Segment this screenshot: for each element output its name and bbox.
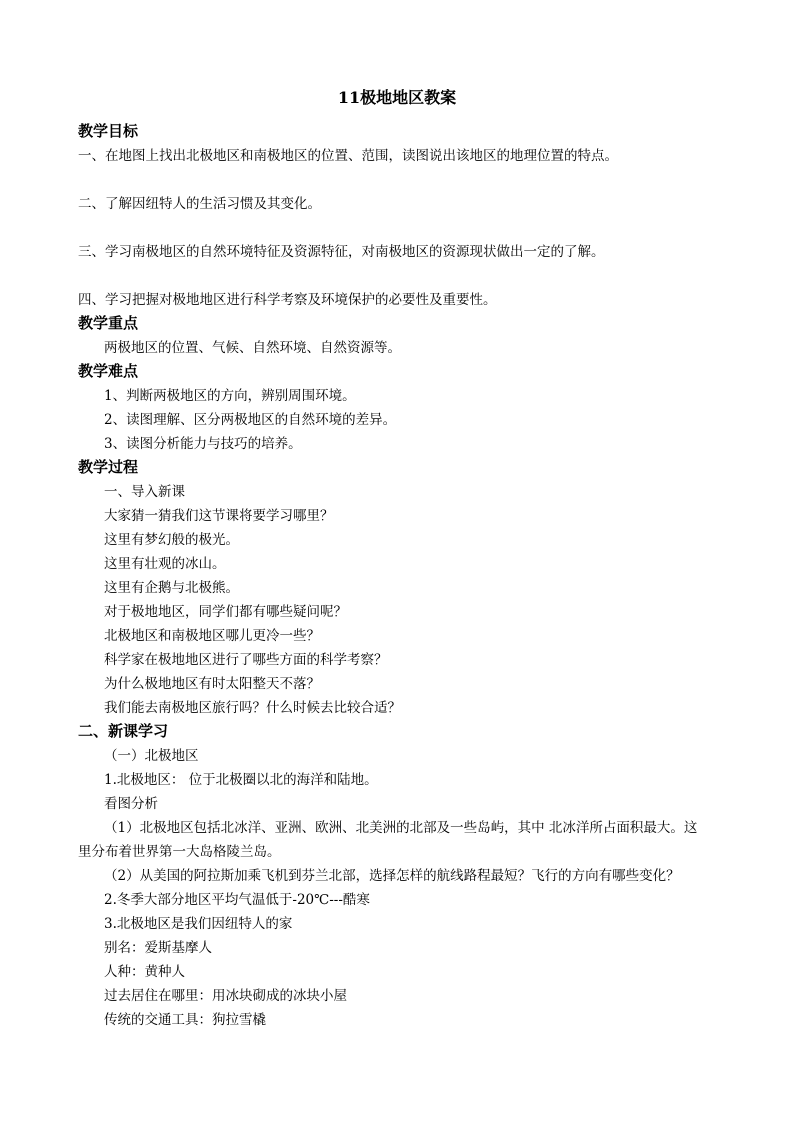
process-heading: 教学过程	[78, 458, 139, 476]
intro-item-4: 这里有企鹅与北极熊。	[104, 580, 239, 596]
intro-item-8: 为什么极地地区有时太阳整天不落？	[104, 676, 320, 692]
arctic-definition: 1.北极地区： 位于北极圈以北的海洋和陆地。	[104, 772, 378, 788]
inuit-race: 人种：黄种人	[104, 964, 185, 980]
intro-item-5: 对于极地地区，同学们都有哪些疑问呢？	[104, 604, 347, 620]
goal-item-1: 一、在地图上找出北极地区和南极地区的位置、范围，读图说出该地区的地理位置的特点。	[78, 148, 618, 164]
difficulty-item-2: 2、读图理解、区分两极地区的自然环境的差异。	[104, 412, 397, 428]
intro-item-2: 这里有梦幻般的极光。	[104, 532, 239, 548]
key-points-heading: 教学重点	[78, 314, 139, 332]
goals-heading: 教学目标	[78, 122, 139, 140]
inuit-home: 3.北极地区是我们因纽特人的家	[104, 916, 293, 932]
intro-label: 一、导入新课	[104, 484, 185, 500]
difficulties-heading: 教学难点	[78, 362, 139, 380]
goal-item-2: 二、了解因纽特人的生活习惯及其变化。	[78, 196, 321, 212]
inuit-transport: 传统的交通工具：狗拉雪橇	[104, 1012, 266, 1028]
winter-temperature: 2.冬季大部分地区平均气温低于-20℃---酷寒	[104, 892, 370, 908]
document-title: 11极地地区教案	[337, 88, 457, 107]
goal-item-4: 四、学习把握对极地地区进行科学考察及环境保护的必要性及重要性。	[78, 292, 497, 308]
difficulty-item-3: 3、读图分析能力与技巧的培养。	[104, 436, 302, 452]
intro-item-7: 科学家在极地地区进行了哪些方面的科学考察？	[104, 652, 388, 668]
new-lesson-heading: 二、新课学习	[78, 722, 169, 740]
analysis-point-1a: （1）北极地区包括北冰洋、亚洲、欧洲、北美洲的北部及一些岛屿，其中 北冰洋所占面积最大。这	[104, 820, 698, 836]
intro-item-6: 北极地区和南极地区哪儿更冷一些？	[104, 628, 320, 644]
arctic-subheading: （一）北极地区	[104, 748, 199, 764]
intro-item-9: 我们能去南极地区旅行吗？什么时候去比较合适？	[104, 700, 401, 716]
intro-item-1: 大家猜一猜我们这节课将要学习哪里？	[104, 508, 334, 524]
intro-item-3: 这里有壮观的冰山。	[104, 556, 226, 572]
inuit-alias: 别名：爱斯基摩人	[104, 940, 212, 956]
analysis-point-2: （2）从美国的阿拉斯加乘飞机到芬兰北部，选择怎样的航线路程最短？飞行的方向有哪些变化？	[104, 868, 680, 884]
analysis-point-1b: 里分布着世界第一大岛格陵兰岛。	[78, 844, 281, 860]
key-point-item: 两极地区的位置、气候、自然环境、自然资源等。	[104, 340, 401, 356]
map-analysis-label: 看图分析	[104, 796, 158, 812]
goal-item-3: 三、学习南极地区的自然环境特征及资源特征，对南极地区的资源现状做出一定的了解。	[78, 244, 605, 260]
inuit-dwelling: 过去居住在哪里：用冰块砌成的冰块小屋	[104, 988, 347, 1004]
difficulty-item-1: 1、判断两极地区的方向，辨别周围环境。	[104, 388, 356, 404]
